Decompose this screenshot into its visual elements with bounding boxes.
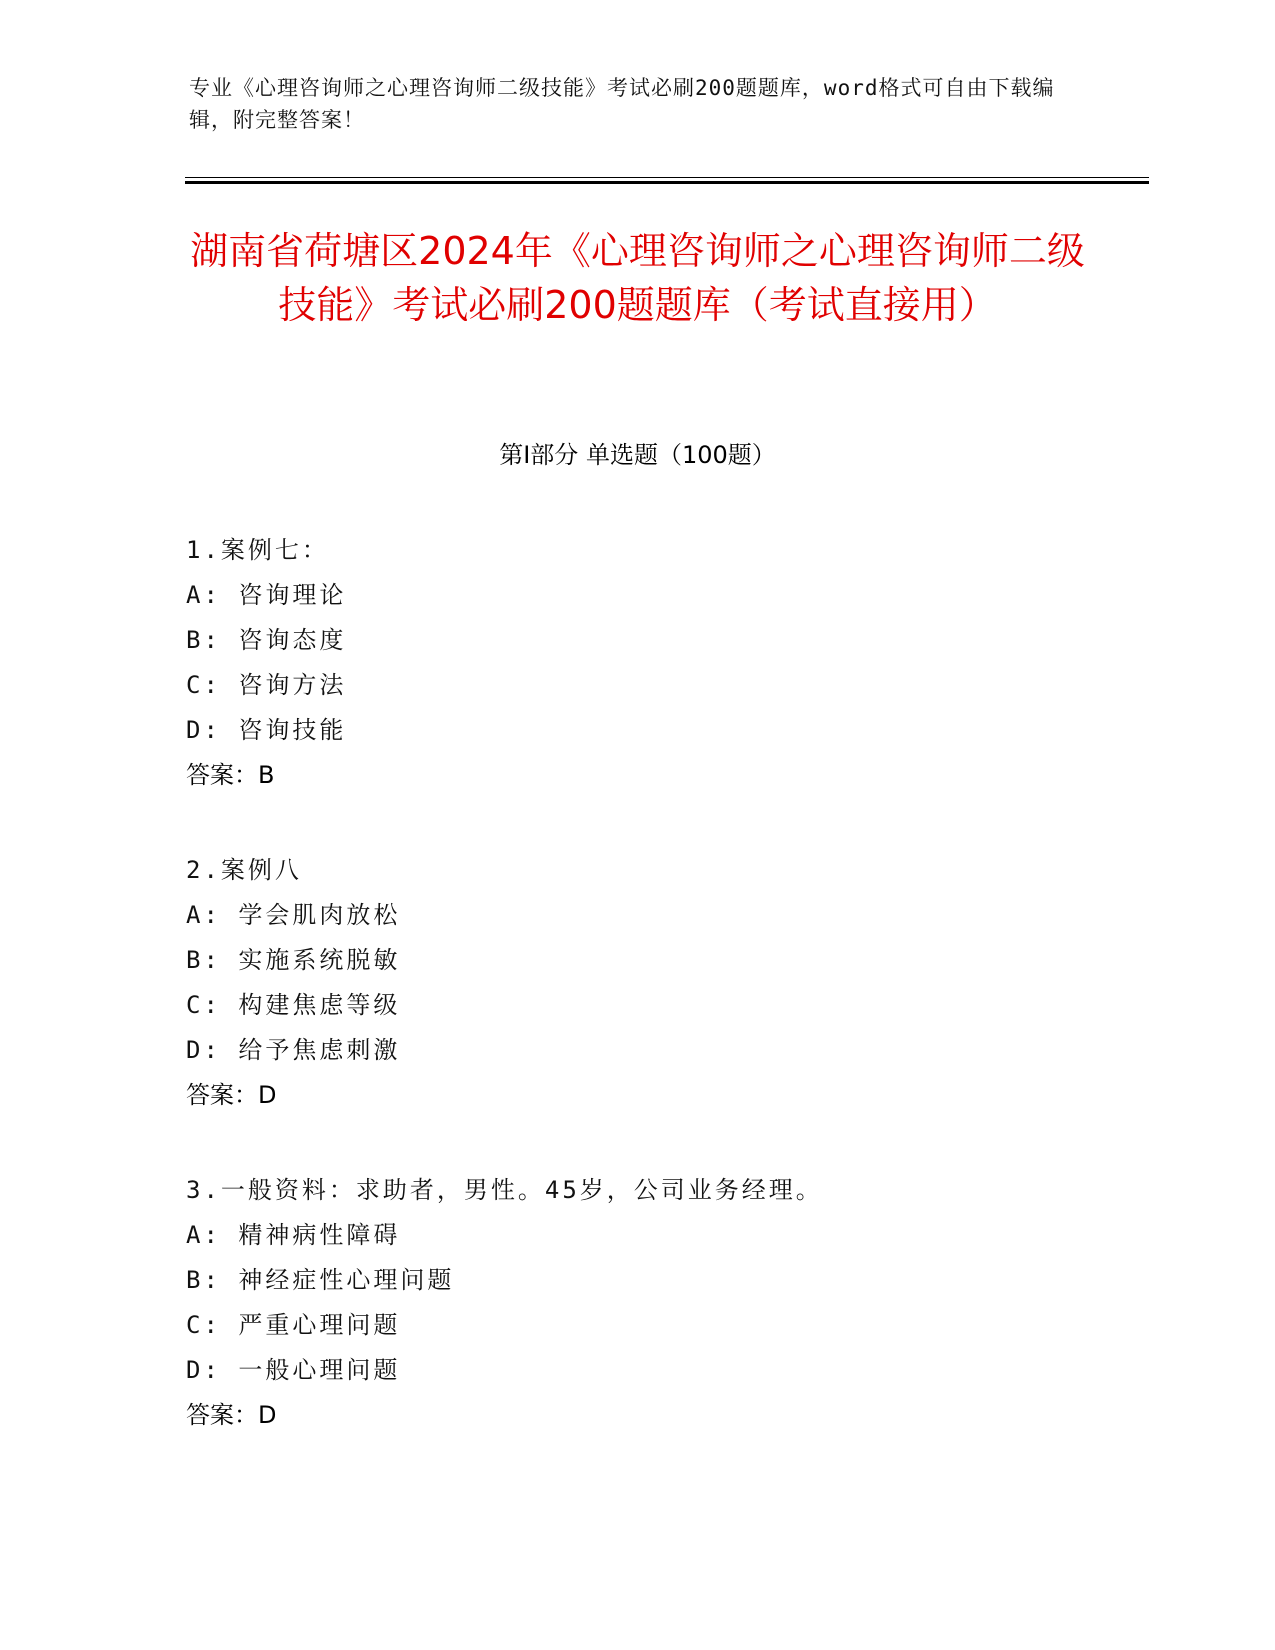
question-stem: 3.一般资料：求助者，男性。45岁，公司业务经理。 [186, 1176, 823, 1204]
question-stem: 1.案例七： [186, 536, 329, 564]
option-c: C: 构建焦虑等级 [186, 991, 401, 1019]
question-stem: 2.案例八 [186, 856, 302, 884]
option-d: D: 一般心理问题 [186, 1356, 401, 1384]
answer-line: 答案：D [186, 1401, 277, 1429]
question-item [186, 848, 1086, 1118]
question-item [186, 1168, 1086, 1438]
option-d: D: 给予焦虑刺激 [186, 1036, 401, 1064]
answer-line: 答案：D [186, 1081, 277, 1109]
option-a: A: 学会肌肉放松 [186, 901, 401, 929]
option-d: D: 咨询技能 [186, 716, 347, 744]
header-divider-thick [185, 181, 1149, 184]
header-note: 专业《心理咨询师之心理咨询师二级技能》考试必刷200题题库，word格式可自由下载编辑，附完整答案！ [189, 76, 1055, 132]
option-a: A: 精神病性障碍 [186, 1221, 401, 1249]
section-heading: 第Ⅰ部分 单选题（100题） [499, 441, 776, 469]
document-title: 湖南省荷塘区2024年《心理咨询师之心理咨询师二级技能》考试必刷200题题库（考试直接用） [190, 229, 1085, 327]
option-b: B: 神经症性心理问题 [186, 1266, 455, 1294]
header-divider-thin [185, 177, 1149, 178]
option-c: C: 严重心理问题 [186, 1311, 401, 1339]
answer-line: 答案：B [186, 761, 275, 789]
option-c: C: 咨询方法 [186, 671, 347, 699]
option-a: A: 咨询理论 [186, 581, 347, 609]
option-b: B: 咨询态度 [186, 626, 347, 654]
question-list [186, 528, 1086, 1488]
option-b: B: 实施系统脱敏 [186, 946, 401, 974]
question-item [186, 528, 1086, 798]
